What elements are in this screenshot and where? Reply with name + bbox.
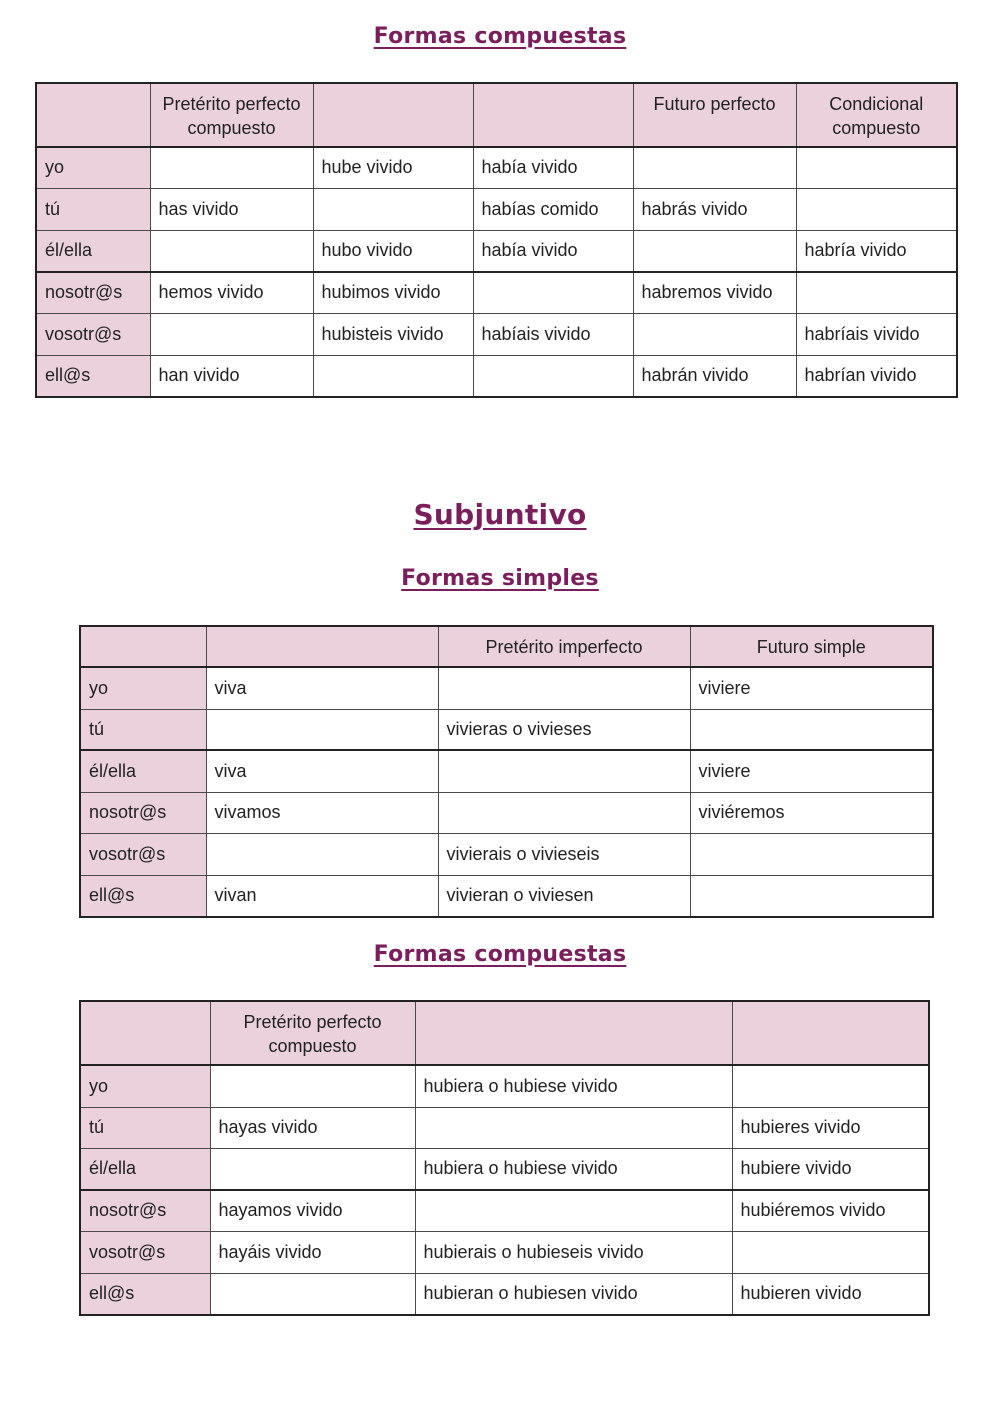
conjugation-cell [206,833,438,875]
table-row [36,355,957,397]
pronoun-cell: tú [80,709,206,750]
conjugation-cell: hubisteis vivido [313,313,473,355]
conjugation-cell [313,188,473,230]
table-row [80,833,933,875]
indicative-compound-table [35,82,958,398]
header-cell [80,1001,210,1065]
conjugation-cell: habremos vivido [633,272,796,313]
conjugation-cell: habrían vivido [796,355,957,397]
conjugation-cell [415,1107,732,1148]
conjugation-cell: habrás vivido [633,188,796,230]
table-row [80,709,933,750]
conjugation-cell: hube vivido [313,147,473,188]
table-row [36,230,957,272]
table-row [80,1190,929,1231]
conjugation-cell: hubiera o hubiese vivido [415,1148,732,1190]
header-cell [206,626,438,667]
conjugation-cell: habíais vivido [473,313,633,355]
header-cell: Condicional compuesto [796,83,957,147]
pronoun-cell: ell@s [36,355,150,397]
conjugation-cell: viviere [690,750,933,792]
conjugation-cell: hubo vivido [313,230,473,272]
conjugation-cell: habrán vivido [633,355,796,397]
conjugation-cell [150,147,313,188]
pronoun-cell: yo [80,667,206,709]
conjugation-cell: vivieran o viviesen [438,875,690,917]
pronoun-cell: nosotr@s [36,272,150,313]
pronoun-cell: yo [80,1065,210,1107]
pronoun-cell: vosotr@s [80,833,206,875]
header-cell [80,626,206,667]
table-row [36,313,957,355]
conjugation-cell [796,147,957,188]
conjugation-cell: hubiéremos vivido [732,1190,929,1231]
conjugation-cell [150,313,313,355]
pronoun-cell: nosotr@s [80,792,206,833]
conjugation-cell [210,1148,415,1190]
pronoun-cell: él/ella [80,1148,210,1190]
conjugation-cell: vivierais o vivieseis [438,833,690,875]
conjugation-cell: vivamos [206,792,438,833]
header-cell: Pretérito imperfecto [438,626,690,667]
table-header-row [80,1001,929,1065]
section-title-formas-compuestas-subjuntivo: Formas compuestas [373,942,627,967]
header-cell: Futuro simple [690,626,933,667]
conjugation-cell: hubimos vivido [313,272,473,313]
table-header-row [80,626,933,667]
section-title-subjuntivo: Subjuntivo [413,498,587,531]
header-cell [313,83,473,147]
conjugation-cell [690,875,933,917]
conjugation-cell [732,1231,929,1273]
conjugation-cell: había vivido [473,147,633,188]
table-row [80,792,933,833]
header-cell: Pretérito perfecto compuesto [210,1001,415,1065]
conjugation-cell [473,272,633,313]
conjugation-cell: hubiere vivido [732,1148,929,1190]
conjugation-cell [313,355,473,397]
table-row [80,1273,929,1315]
conjugation-cell [796,272,957,313]
table-row [80,1065,929,1107]
conjugation-cell: hubierais o hubieseis vivido [415,1231,732,1273]
header-cell [473,83,633,147]
conjugation-cell: había vivido [473,230,633,272]
header-cell: Pretérito perfecto compuesto [150,83,313,147]
pronoun-cell: vosotr@s [36,313,150,355]
table-row [80,1231,929,1273]
conjugation-cell [732,1065,929,1107]
conjugation-cell [438,667,690,709]
header-cell [36,83,150,147]
conjugation-cell: hubiera o hubiese vivido [415,1065,732,1107]
conjugation-cell: habías comido [473,188,633,230]
conjugation-cell [473,355,633,397]
conjugation-cell: hubieran o hubiesen vivido [415,1273,732,1315]
header-cell [732,1001,929,1065]
conjugation-cell [690,709,933,750]
conjugation-cell: habría vivido [796,230,957,272]
table-row [80,750,933,792]
pronoun-cell: ell@s [80,875,206,917]
table-row [36,147,957,188]
conjugation-cell: han vivido [150,355,313,397]
table-row [80,667,933,709]
table-row [80,1107,929,1148]
conjugation-cell [690,833,933,875]
conjugation-cell: has vivido [150,188,313,230]
conjugation-cell [438,750,690,792]
conjugation-cell [438,792,690,833]
conjugation-cell: hayamos vivido [210,1190,415,1231]
conjugation-cell: hubieren vivido [732,1273,929,1315]
conjugation-cell: hubieres vivido [732,1107,929,1148]
table-row [80,1148,929,1190]
conjugation-cell: habríais vivido [796,313,957,355]
conjugation-cell: hemos vivido [150,272,313,313]
pronoun-cell: yo [36,147,150,188]
conjugation-cell: viva [206,667,438,709]
header-cell: Futuro perfecto [633,83,796,147]
conjugation-cell [633,230,796,272]
pronoun-cell: nosotr@s [80,1190,210,1231]
conjugation-cell [210,1065,415,1107]
table-row [36,272,957,313]
conjugation-cell: vivieras o vivieses [438,709,690,750]
conjugation-cell [415,1190,732,1231]
conjugation-cell [150,230,313,272]
conjugation-cell: hayáis vivido [210,1231,415,1273]
table-row [80,875,933,917]
pronoun-cell: él/ella [36,230,150,272]
subjunctive-compound-table [79,1000,930,1316]
conjugation-cell [633,313,796,355]
pronoun-cell: tú [80,1107,210,1148]
section-title-formas-compuestas: Formas compuestas [373,24,627,49]
conjugation-cell: viva [206,750,438,792]
header-cell [415,1001,732,1065]
conjugation-cell [210,1273,415,1315]
conjugation-cell [633,147,796,188]
conjugation-cell: viviere [690,667,933,709]
pronoun-cell: ell@s [80,1273,210,1315]
pronoun-cell: vosotr@s [80,1231,210,1273]
pronoun-cell: él/ella [80,750,206,792]
conjugation-cell [206,709,438,750]
pronoun-cell: tú [36,188,150,230]
conjugation-cell: vivan [206,875,438,917]
subjunctive-simple-table [79,625,934,918]
table-header-row [36,83,957,147]
conjugation-cell: viviéremos [690,792,933,833]
conjugation-cell [796,188,957,230]
section-title-formas-simples: Formas simples [401,566,599,591]
conjugation-cell: hayas vivido [210,1107,415,1148]
table-row [36,188,957,230]
